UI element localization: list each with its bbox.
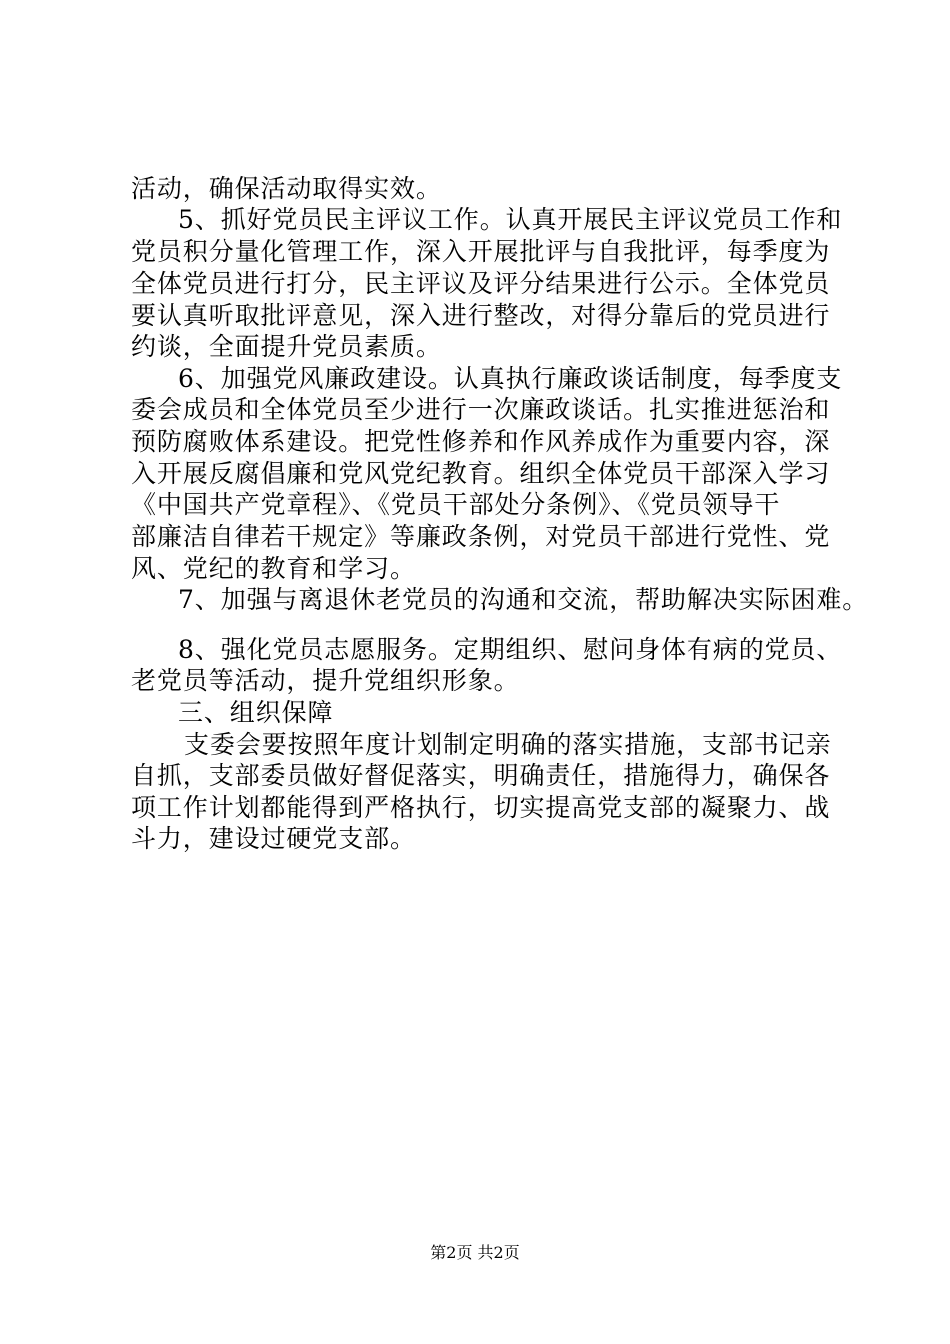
text-line: 部廉洁自律若干规定》等廉政条例，对党员干部进行党性、党 [131, 522, 831, 551]
text-line: 6、加强党风廉政建设。认真执行廉政谈话制度，每季度支 [178, 364, 843, 393]
text-line: 5、抓好党员民主评议工作。认真开展民主评议党员工作和 [178, 205, 843, 234]
text-line: 斗力，建设过硬党支部。 [131, 824, 416, 853]
text-line: 老党员等活动，提升党组织形象。 [131, 666, 520, 695]
text-line: 《中国共产党章程》、《党员干部处分条例》、《党员领导干 [131, 490, 781, 519]
text-line: 约谈，全面提升党员素质。 [131, 332, 442, 361]
text-line: 党员积分量化管理工作，深入开展批评与自我批评，每季度为 [131, 237, 831, 266]
text-line: 委会成员和全体党员至少进行一次廉政谈话。扎实推进惩治和 [131, 395, 831, 424]
text-line: 要认真听取批评意见，深入进行整改，对得分靠后的党员进行 [131, 301, 831, 330]
text-line: 支委会要按照年度计划制定明确的落实措施，支部书记亲 [184, 730, 832, 759]
section-heading: 三、组织保障 [178, 698, 334, 727]
text-line: 入开展反腐倡廉和党风党纪教育。组织全体党员干部深入学习 [131, 459, 831, 488]
text-line: 活动，确保活动取得实效。 [131, 174, 442, 203]
text-line: 项工作计划都能得到严格执行，切实提高党支部的凝聚力、战 [131, 793, 831, 822]
text-line: 自抓，支部委员做好督促落实，明确责任，措施得力，确保各 [131, 761, 831, 790]
text-line: 7、加强与离退休老党员的沟通和交流，帮助解决实际困难。 [178, 585, 869, 614]
page-footer: 第2页 共2页 [430, 1243, 520, 1262]
text-line: 8、强化党员志愿服务。定期组织、慰问身体有病的党员、 [178, 635, 843, 664]
text-line: 预防腐败体系建设。把党性修养和作风养成作为重要内容，深 [131, 427, 831, 456]
text-line: 全体党员进行打分，民主评议及评分结果进行公示。全体党员 [131, 269, 831, 298]
text-line: 风、党纪的教育和学习。 [131, 554, 416, 583]
